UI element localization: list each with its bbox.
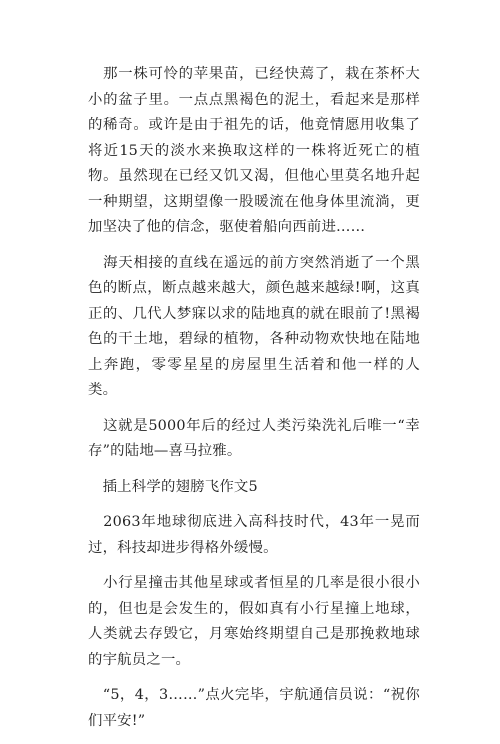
- paragraph-asteroid: 小行星撞击其他星球或者恒星的几率是很小很小的，但也是会发生的，假如真有小行星撞上地球，人类就去存毁它，月寒始终期望自己是那挽救地球的宇航员之一。: [88, 575, 420, 668]
- section-heading: 插上科学的翅膀飞作文5: [88, 478, 258, 495]
- article-body: [88, 62, 420, 744]
- paragraph-apple-seedling: 那一株可怜的苹果苗，已经快蔫了，栽在茶杯大小的盆子里。一点点黑褐色的泥土，看起来是那样的稀奇。或许是由于祖先的话，他竟情愿用收集了将近15天的淡水来换取这样的一株将近死亡的植物。虽然现在已经又饥又渴，但他心里莫名地升起一种期望，这期望像一股暖流在他身体里流淌，更加坚决了他的信念，驱使着船向西前进……: [88, 66, 420, 235]
- paragraph-countdown: “5，4，3……”点火完毕，宇航通信员说：“祝你们平安!”: [88, 687, 420, 729]
- paragraph-himalaya: 这就是5000年后的经过人类污染洗礼后唯一“幸存”的陆地—喜马拉雅。: [88, 417, 420, 459]
- paragraph-land-sighting: 海天相接的直线在遥远的前方突然消逝了一个黑色的断点，断点越来越大，颜色越来越绿!啊，这真正的、几代人梦寐以求的陆地真的就在眼前了!黑褐色的干土地，碧绿的植物，各种动物欢快地在陆地上奔跑，零零星星的房屋里生活着和他一样的人类。: [88, 254, 420, 398]
- paragraph-2063: 2063年地球彻底进入高科技时代，43年一晃而过，科技却进步得格外缓慢。: [88, 514, 420, 556]
